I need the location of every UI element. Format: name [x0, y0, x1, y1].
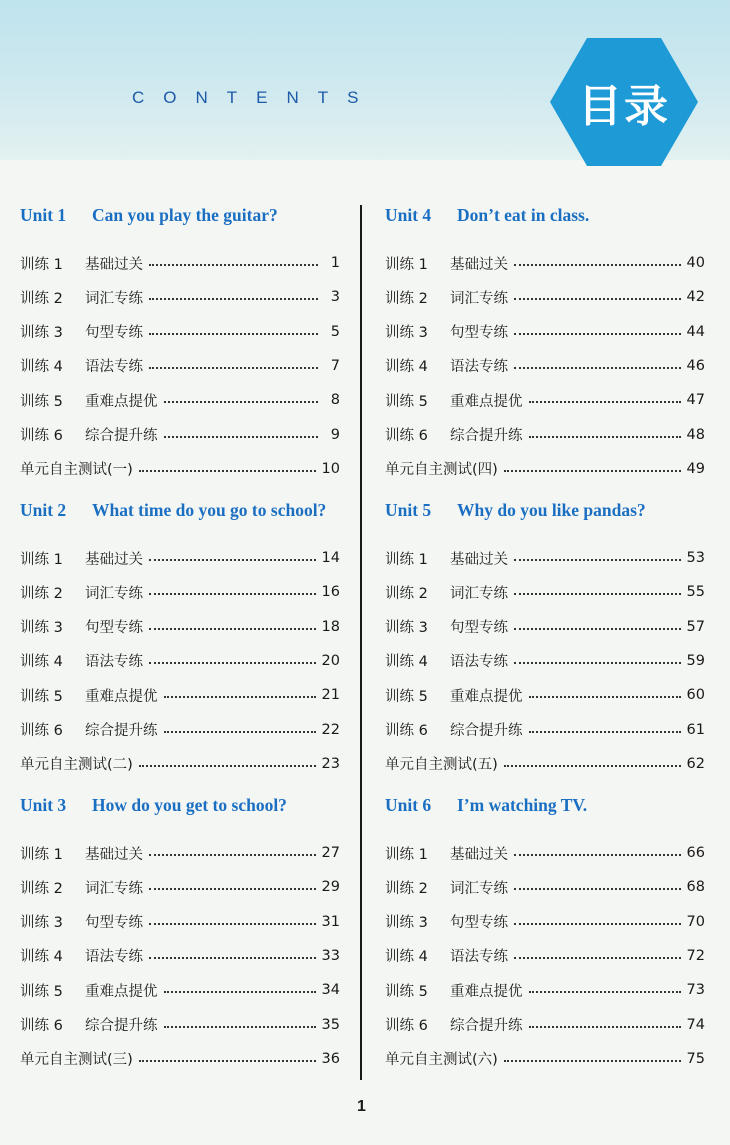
drill-number: 训练 4: [20, 359, 63, 376]
page-ref: 1: [330, 255, 340, 271]
page-ref: 55: [686, 584, 705, 601]
page-ref: 48: [686, 426, 705, 443]
page-ref: 40: [686, 255, 705, 271]
toc-entry[interactable]: [385, 616, 705, 638]
entry-label: 单元自主测试(二): [20, 757, 133, 774]
toc-entry[interactable]: [20, 616, 340, 638]
drill-number: 训练 3: [385, 915, 428, 932]
entry-label: [385, 980, 523, 1001]
drill-name: 综合提升练: [85, 428, 158, 444]
drill-number: 训练 1: [385, 846, 428, 863]
page-ref: 36: [321, 1050, 340, 1067]
entry-label: [385, 685, 523, 706]
unit-title: How do you get to school?: [92, 795, 287, 815]
column-divider: [360, 205, 362, 1080]
toc-entry[interactable]: [20, 876, 340, 898]
unit-number: Unit 5: [385, 500, 432, 520]
entry-label: [20, 548, 143, 569]
drill-name: 综合提升练: [85, 1018, 158, 1034]
page-ref: 47: [686, 392, 705, 409]
drill-number: 训练 1: [385, 551, 428, 568]
unit-title: Can you play the guitar?: [92, 205, 278, 225]
dot-leader: [149, 298, 318, 300]
drill-number: 训练 5: [20, 393, 63, 410]
drill-number: 训练 2: [385, 290, 428, 307]
entry-label: [20, 877, 143, 898]
page-ref: 7: [330, 357, 340, 374]
drill-name: 综合提升练: [450, 723, 523, 739]
toc-entry[interactable]: [385, 1014, 705, 1036]
toc-entry[interactable]: [385, 876, 705, 898]
drill-number: 训练 6: [385, 723, 428, 739]
drill-name: 重难点提优: [85, 688, 158, 705]
unit-heading[interactable]: [385, 500, 646, 521]
toc-entry[interactable]: [20, 547, 340, 569]
toc-entry[interactable]: [20, 911, 340, 933]
drill-name: 重难点提优: [450, 983, 523, 1000]
drill-number: 训练 3: [20, 325, 63, 342]
drill-number: 训练 1: [385, 256, 428, 273]
entry-label: 单元自主测试(四): [385, 462, 498, 479]
unit-heading[interactable]: [385, 205, 589, 226]
drill-name: 综合提升练: [450, 428, 523, 444]
dot-leader: [504, 470, 681, 472]
entry-label: 单元自主测试(五): [385, 757, 498, 774]
page-ref: 22: [321, 721, 340, 738]
page-ref: 44: [686, 323, 705, 340]
unit-heading[interactable]: [20, 205, 278, 226]
dot-leader: [164, 696, 316, 698]
toc-entry[interactable]: [385, 911, 705, 933]
dot-leader: [149, 888, 316, 890]
page-ref: 57: [686, 618, 705, 635]
dot-leader: [149, 923, 316, 925]
entry-label: [20, 1014, 158, 1035]
page-ref: 75: [686, 1050, 705, 1067]
toc-entry[interactable]: [20, 424, 340, 446]
entry-label: 单元自主测试(一): [20, 462, 133, 479]
page-ref: 29: [321, 879, 340, 896]
drill-name: 词汇专练: [85, 880, 143, 897]
drill-number: 训练 2: [20, 880, 63, 897]
page-number: 1: [357, 1098, 366, 1115]
page-ref: 73: [686, 982, 705, 999]
dot-leader: [149, 264, 318, 266]
dot-leader: [149, 367, 318, 369]
unit-heading[interactable]: [20, 795, 287, 816]
dot-leader: [514, 367, 681, 369]
entry-label: [20, 911, 143, 932]
toc-entry[interactable]: [385, 286, 705, 308]
entry-label: [20, 843, 143, 864]
drill-name: 词汇专练: [450, 880, 508, 897]
page-ref: 59: [686, 652, 705, 669]
entry-label: [20, 945, 143, 966]
drill-number: 训练 4: [385, 359, 428, 376]
toc-entry[interactable]: [20, 252, 340, 274]
drill-name: 句型专练: [85, 325, 143, 342]
page-ref: 60: [686, 687, 705, 704]
page-ref: 66: [686, 845, 705, 861]
entry-label: [385, 843, 508, 864]
entry-label: [385, 616, 508, 637]
drill-number: 训练 2: [385, 880, 428, 897]
entry-label: [20, 980, 158, 1001]
drill-name: 语法专练: [450, 654, 508, 671]
toc-entry[interactable]: [385, 684, 705, 706]
drill-name: 综合提升练: [85, 723, 158, 739]
entry-label: [385, 287, 508, 308]
page-ref: 34: [321, 982, 340, 999]
toc-entry-unit-test[interactable]: [20, 458, 340, 480]
page-ref: 68: [686, 879, 705, 896]
dot-leader: [139, 765, 316, 767]
toc-entry[interactable]: [385, 581, 705, 603]
page-ref: 70: [686, 913, 705, 930]
entry-label: 单元自主测试(三): [20, 1052, 133, 1069]
drill-name: 语法专练: [450, 359, 508, 376]
toc-entry-unit-test[interactable]: [385, 458, 705, 480]
dot-leader: [514, 298, 681, 300]
unit-title: I’m watching TV.: [457, 795, 588, 815]
contents-heading: CONTENTS: [132, 88, 378, 107]
unit-number: Unit 4: [385, 205, 432, 225]
entry-label: [20, 719, 158, 740]
entry-label: [20, 287, 143, 308]
dot-leader: [514, 333, 681, 335]
drill-name: 句型专练: [85, 620, 143, 637]
drill-name: 句型专练: [450, 325, 508, 342]
drill-name: 综合提升练: [450, 1018, 523, 1034]
drill-name: 基础过关: [450, 846, 508, 863]
toc-entry[interactable]: [385, 321, 705, 343]
entry-label: [20, 582, 143, 603]
dot-leader: [149, 559, 316, 561]
dot-leader: [164, 731, 316, 733]
dot-leader: [139, 1060, 316, 1062]
unit-number: Unit 3: [20, 795, 67, 815]
dot-leader: [529, 731, 681, 733]
drill-number: 训练 1: [20, 256, 63, 273]
toc-entry[interactable]: [385, 719, 705, 741]
page-ref: 3: [330, 289, 340, 306]
drill-number: 训练 5: [20, 983, 63, 1000]
entry-label: [385, 650, 508, 671]
toc-entry[interactable]: [385, 252, 705, 274]
dot-leader: [514, 662, 681, 664]
dot-leader: [164, 401, 319, 403]
drill-name: 基础过关: [85, 846, 143, 863]
page-ref: 8: [330, 392, 340, 409]
drill-number: 训练 4: [385, 654, 428, 671]
toc-entry[interactable]: [20, 684, 340, 706]
unit-heading[interactable]: [385, 795, 587, 816]
toc-entry[interactable]: [385, 389, 705, 411]
drill-number: 训练 1: [20, 551, 63, 568]
dot-leader: [514, 559, 681, 561]
dot-leader: [514, 264, 681, 266]
toc-entry-unit-test[interactable]: [20, 753, 340, 775]
dot-leader: [149, 957, 316, 959]
toc-entry[interactable]: [20, 719, 340, 741]
entry-label: [385, 321, 508, 342]
drill-number: 训练 6: [20, 1018, 63, 1034]
drill-number: 训练 5: [20, 688, 63, 705]
entry-label: [20, 650, 143, 671]
page-ref: 31: [321, 913, 340, 930]
toc-entry[interactable]: [20, 321, 340, 343]
drill-number: 训练 4: [20, 949, 63, 966]
dot-leader: [514, 593, 681, 595]
toc-entry[interactable]: [385, 547, 705, 569]
drill-name: 重难点提优: [450, 393, 523, 410]
page-ref: 27: [321, 845, 340, 861]
drill-name: 词汇专练: [450, 290, 508, 307]
page-ref: 14: [321, 550, 340, 566]
drill-name: 句型专练: [450, 915, 508, 932]
page-title: 目录: [578, 81, 670, 132]
entry-label: [385, 424, 523, 445]
entry-label: 单元自主测试(六): [385, 1052, 498, 1069]
toc-entry[interactable]: [20, 1014, 340, 1036]
drill-name: 基础过关: [85, 256, 143, 273]
drill-number: 训练 6: [385, 428, 428, 444]
entry-label: [385, 253, 508, 274]
page-ref: 5: [330, 323, 340, 340]
page-ref: 72: [686, 947, 705, 964]
toc-entry[interactable]: [20, 355, 340, 377]
toc-entry[interactable]: [385, 945, 705, 967]
toc-entry[interactable]: [385, 355, 705, 377]
drill-name: 重难点提优: [450, 688, 523, 705]
unit-number: Unit 2: [20, 500, 67, 520]
dot-leader: [514, 888, 681, 890]
entry-label: [385, 1014, 523, 1035]
dot-leader: [504, 765, 681, 767]
page-ref: 33: [321, 947, 340, 964]
dot-leader: [149, 333, 318, 335]
entry-label: [385, 911, 508, 932]
toc-entry[interactable]: [20, 286, 340, 308]
unit-heading[interactable]: [20, 500, 326, 521]
entry-label: [385, 945, 508, 966]
entry-label: [385, 548, 508, 569]
dot-leader: [149, 662, 316, 664]
entry-label: [20, 390, 158, 411]
drill-name: 词汇专练: [85, 290, 143, 307]
drill-number: 训练 6: [20, 723, 63, 739]
drill-name: 句型专练: [450, 620, 508, 637]
entry-label: [385, 355, 508, 376]
toc-entry-unit-test[interactable]: [385, 753, 705, 775]
drill-number: 训练 3: [385, 325, 428, 342]
drill-name: 词汇专练: [450, 585, 508, 602]
drill-number: 训练 4: [385, 949, 428, 966]
dot-leader: [514, 854, 681, 856]
toc-entry-unit-test[interactable]: [385, 1048, 705, 1070]
unit-number: Unit 6: [385, 795, 432, 815]
drill-number: 训练 2: [385, 585, 428, 602]
dot-leader: [164, 436, 319, 438]
drill-name: 句型专练: [85, 915, 143, 932]
drill-number: 训练 3: [20, 620, 63, 637]
dot-leader: [164, 991, 316, 993]
dot-leader: [139, 470, 316, 472]
toc-entry[interactable]: [20, 979, 340, 1001]
drill-number: 训练 5: [385, 688, 428, 705]
drill-number: 训练 5: [385, 393, 428, 410]
drill-name: 基础过关: [85, 551, 143, 568]
entry-label: [20, 424, 158, 445]
page-ref: 49: [686, 460, 705, 477]
drill-number: 训练 1: [20, 846, 63, 863]
page-ref: 16: [321, 584, 340, 601]
page-ref: 61: [686, 721, 705, 738]
drill-name: 重难点提优: [85, 983, 158, 1000]
drill-number: 训练 5: [385, 983, 428, 1000]
unit-title: Why do you like pandas?: [457, 500, 646, 520]
toc-entry[interactable]: [20, 945, 340, 967]
drill-name: 语法专练: [450, 949, 508, 966]
dot-leader: [164, 1026, 316, 1028]
dot-leader: [514, 628, 681, 630]
entry-label: [20, 355, 143, 376]
dot-leader: [529, 401, 681, 403]
drill-number: 训练 3: [385, 620, 428, 637]
toc-entry[interactable]: [385, 424, 705, 446]
toc-entry[interactable]: [385, 650, 705, 672]
page-ref: 20: [321, 652, 340, 669]
drill-number: 训练 4: [20, 654, 63, 671]
toc-entry[interactable]: [20, 842, 340, 864]
toc-entry[interactable]: [385, 979, 705, 1001]
page-ref: 35: [321, 1016, 340, 1033]
drill-number: 训练 6: [20, 428, 63, 444]
drill-number: 训练 3: [20, 915, 63, 932]
entry-label: [20, 321, 143, 342]
drill-name: 词汇专练: [85, 585, 143, 602]
page-ref: 23: [321, 755, 340, 772]
toc-entry[interactable]: [20, 581, 340, 603]
toc-entry[interactable]: [20, 389, 340, 411]
dot-leader: [514, 923, 681, 925]
entry-label: [385, 390, 523, 411]
entry-label: [385, 877, 508, 898]
page-ref: 53: [686, 550, 705, 566]
page-ref: 74: [686, 1016, 705, 1033]
dot-leader: [529, 991, 681, 993]
page-ref: 18: [321, 618, 340, 635]
drill-number: 训练 6: [385, 1018, 428, 1034]
drill-number: 训练 2: [20, 585, 63, 602]
dot-leader: [504, 1060, 681, 1062]
drill-name: 基础过关: [450, 256, 508, 273]
drill-name: 基础过关: [450, 551, 508, 568]
dot-leader: [514, 957, 681, 959]
entry-label: [20, 253, 143, 274]
entry-label: [385, 719, 523, 740]
drill-name: 重难点提优: [85, 393, 158, 410]
entry-label: [20, 685, 158, 706]
dot-leader: [149, 593, 316, 595]
page-ref: 46: [686, 357, 705, 374]
page-ref: 62: [686, 755, 705, 772]
dot-leader: [529, 436, 681, 438]
toc-entry[interactable]: [20, 650, 340, 672]
page-ref: 42: [686, 289, 705, 306]
dot-leader: [149, 854, 316, 856]
dot-leader: [529, 1026, 681, 1028]
entry-label: [20, 616, 143, 637]
drill-name: 语法专练: [85, 949, 143, 966]
unit-number: Unit 1: [20, 205, 67, 225]
dot-leader: [149, 628, 316, 630]
page-ref: 10: [321, 460, 340, 477]
entry-label: [385, 582, 508, 603]
drill-name: 语法专练: [85, 654, 143, 671]
drill-name: 语法专练: [85, 359, 143, 376]
dot-leader: [529, 696, 681, 698]
toc-entry[interactable]: [385, 842, 705, 864]
toc-entry-unit-test[interactable]: [20, 1048, 340, 1070]
drill-number: 训练 2: [20, 290, 63, 307]
unit-title: What time do you go to school?: [92, 500, 327, 520]
page-ref: 21: [321, 687, 340, 704]
page-ref: 9: [330, 426, 340, 443]
unit-title: Don’t eat in class.: [457, 205, 590, 225]
